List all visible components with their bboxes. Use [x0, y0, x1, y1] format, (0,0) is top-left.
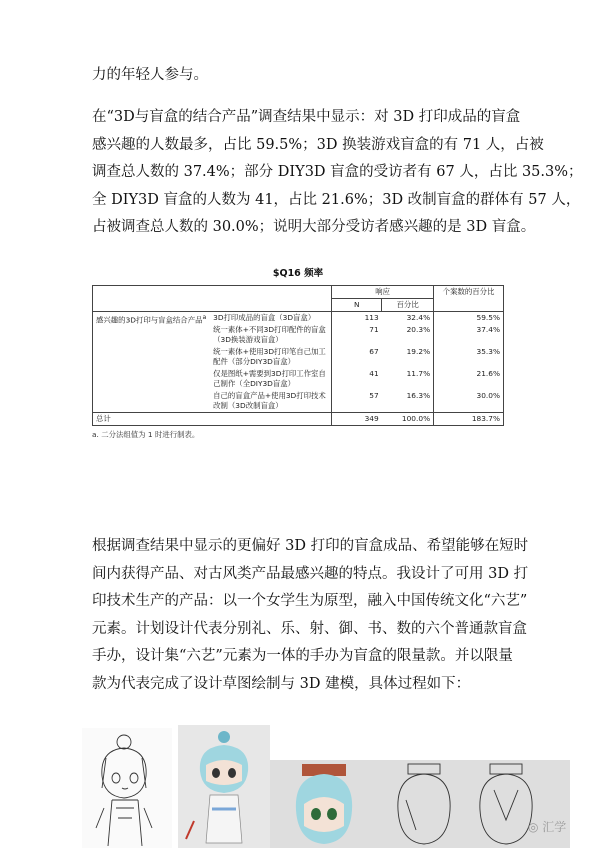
- text-line: 元素。计划设计代表分别礼、乐、射、御、书、数的六个普通款盲盒: [92, 620, 527, 637]
- total-pct: 100.0%: [382, 413, 434, 426]
- text-line: 占被调查总人数的 30.0%；说明大部分受访者感兴趣的是 3D 盲盒。: [92, 219, 536, 235]
- text-line: 在“3D与盲盒的结合产品”调查结果中显示：对 3D 打印成品的盲盒: [92, 109, 521, 125]
- table-cell-pct: 32.4%: [382, 312, 434, 325]
- table-row-label: 统一素体+不同3D打印配件的盲盒（3D换装游戏盲盒）: [213, 325, 326, 344]
- row-group-text: 感兴趣的3D打印与盲盒结合产品: [96, 315, 203, 325]
- watermark: [528, 818, 566, 835]
- wechat-icon: ◎: [528, 820, 543, 834]
- text-line: 感兴趣的人数最多，占比 59.5%；3D 换装游戏盲盒的有 71 人，占被: [92, 136, 544, 153]
- table-cell-pct: 20.3%: [406, 325, 431, 334]
- table-cell-case-pct: 37.4%: [434, 324, 504, 346]
- table-row-label: 3D打印成品的盲盒（3D盲盒）: [210, 312, 332, 325]
- header-pct: 百分比: [382, 299, 434, 312]
- total-n: 349: [332, 413, 382, 426]
- table-cell-pct: 11.7%: [406, 369, 431, 378]
- total-label: 总计: [93, 413, 332, 426]
- paragraph-design-plan: [92, 533, 529, 698]
- table-cell-n: 113: [332, 312, 382, 325]
- row-group-sup: a: [202, 314, 207, 321]
- table-title: $Q16 频率: [272, 268, 324, 279]
- text-line: 调查总人数的 37.4%；部分 DIY3D 盲盒的受访者有 67 人，占比 35.3%；: [92, 164, 583, 180]
- header-case-pct: 个案数的百分比: [434, 286, 504, 312]
- table-cell-n: 41: [332, 368, 382, 390]
- color-sketch-image: [178, 725, 270, 848]
- table-cell-case-pct: 59.5%: [434, 312, 504, 325]
- header-n: N: [332, 299, 382, 312]
- line-sketch-image: [82, 728, 172, 848]
- watermark-text: 汇学: [542, 820, 567, 834]
- table-cell-n: 57: [332, 390, 382, 413]
- paragraph-survey-results: [92, 104, 583, 242]
- text-line: 全 DIY3D 盲盒的人数为 41，占比 21.6%；3D 改制盲盒的群体有 57 人，: [92, 191, 581, 208]
- header-response: 响应: [332, 286, 434, 299]
- table-cell-pct: 16.3%: [406, 391, 431, 400]
- table-cell-case-pct: 21.6%: [434, 368, 504, 390]
- table-cell-pct: 19.2%: [406, 347, 431, 356]
- table-row-label: 自己的盲盒产品+使用3D打印技术改制（3D改制盲盒）: [213, 391, 326, 410]
- total-case-pct: 183.7%: [434, 413, 504, 426]
- text-line: 手办，设计集“六艺”元素为一体的手办为盲盒的限量款。并以限量: [92, 648, 513, 664]
- table-cell-case-pct: 35.3%: [434, 346, 504, 368]
- text-line: 力的年轻人参与。: [92, 67, 208, 83]
- text-line: 间内获得产品、对古风类产品最感兴趣的特点。我设计了可用 3D 打: [92, 565, 529, 582]
- frequency-table-block: [92, 265, 504, 440]
- three-view-model-image: [270, 760, 570, 848]
- table-footnote: a. 二分法组值为 1 时进行制表。: [92, 430, 200, 439]
- frequency-table: [92, 285, 504, 426]
- text-line: 款为代表完成了设计草图绘制与 3D 建模，具体过程如下：: [92, 675, 471, 692]
- text-line: 印技术生产的产品：以一个女学生为原型，融入中国传统文化“六艺”: [92, 593, 528, 609]
- paragraph-intro-end: [92, 62, 524, 90]
- text-line: 根据调查结果中显示的更偏好 3D 打印的盲盒成品、希望能够在短时: [92, 538, 529, 554]
- table-row-label: 统一素体+使用3D打印笔自己加工配件（部分DIY3D盲盒）: [213, 347, 326, 366]
- row-group-label: [93, 312, 211, 413]
- table-cell-n: 71: [332, 324, 382, 346]
- header-empty: [93, 286, 332, 312]
- table-row-label: 仅是图纸+需要到3D打印工作室自己制作（全DIY3D盲盒）: [213, 369, 326, 388]
- table-cell-n: 67: [332, 346, 382, 368]
- table-cell-case-pct: 30.0%: [434, 390, 504, 413]
